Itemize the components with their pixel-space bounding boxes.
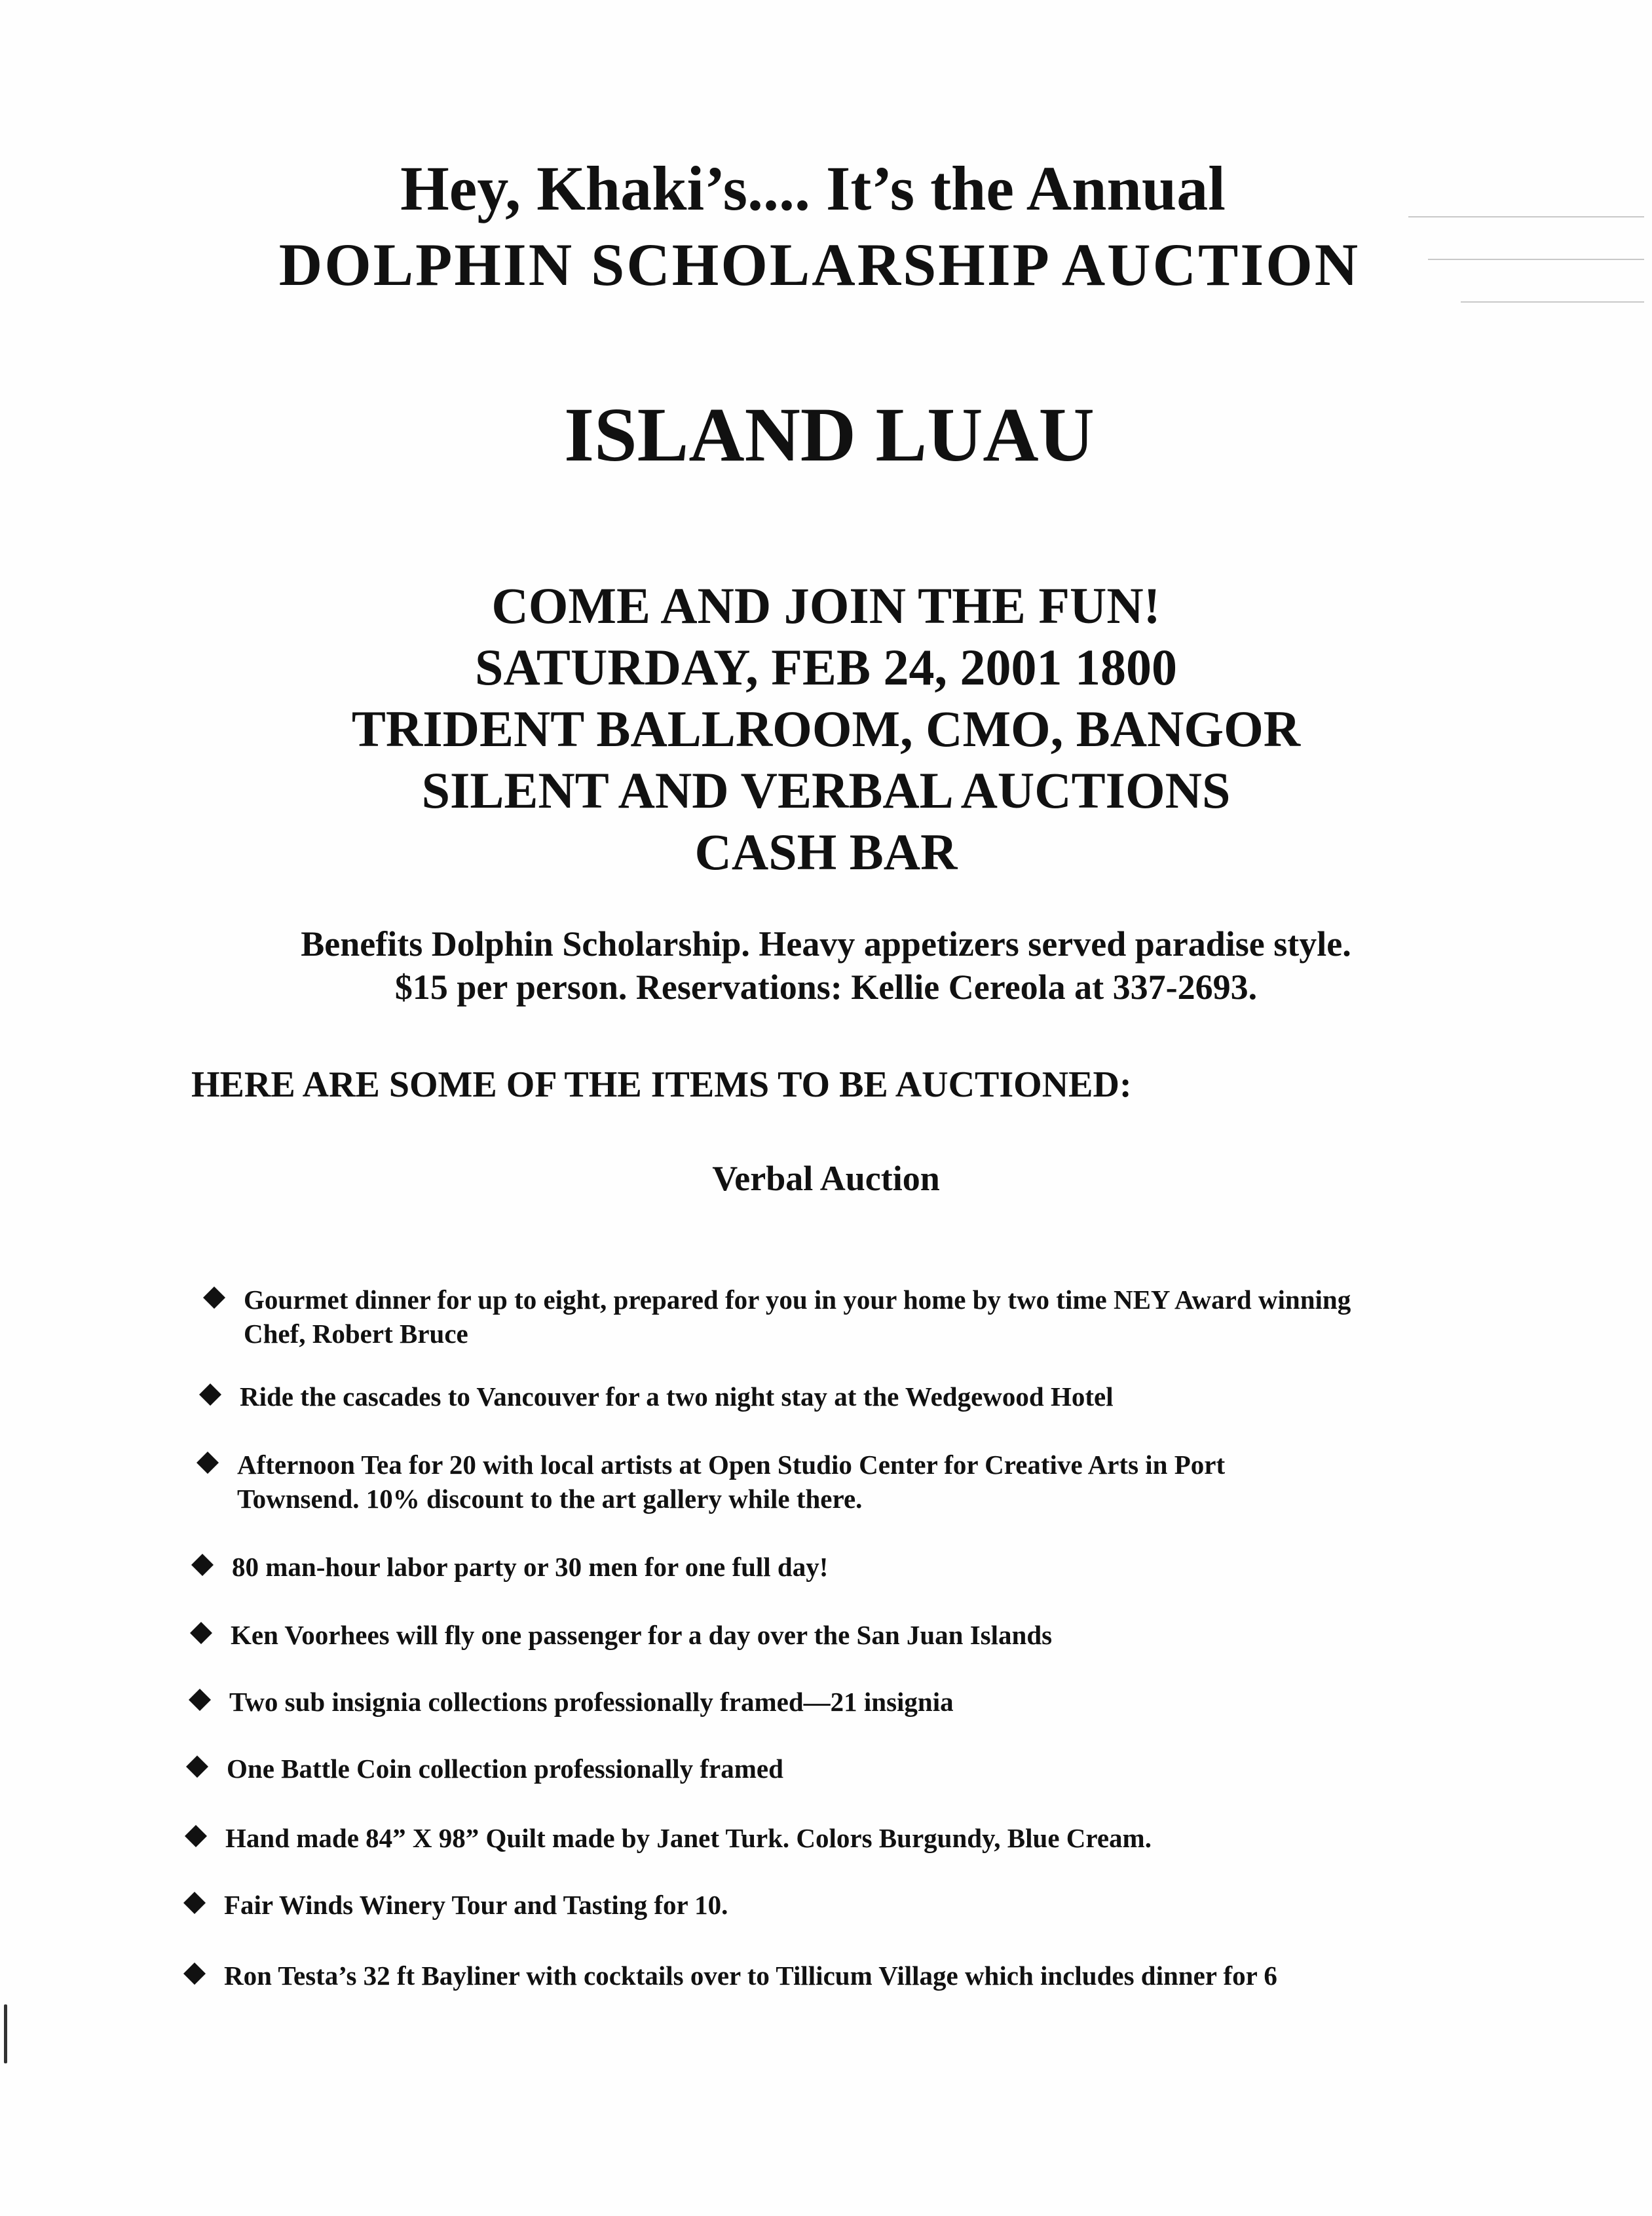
scan-mark <box>4 2004 7 2063</box>
diamond-bullet-icon <box>183 1962 206 1985</box>
item-text: One Battle Coin collection professionally framed <box>227 1754 783 1784</box>
diamond-bullet-icon <box>197 1452 219 1474</box>
detail-line: COME AND JOIN THE FUN! <box>491 577 1161 634</box>
list-item <box>229 1685 1539 1719</box>
benefits-line: $15 per person. Reservations: Kellie Cereola at 337-2693. <box>394 967 1258 1007</box>
auction-subheading: Verbal Auction <box>712 1159 940 1198</box>
event-details <box>0 575 1652 883</box>
event-name: ISLAND LUAU <box>564 392 1095 478</box>
list-item <box>224 1888 1534 1922</box>
list-item <box>231 1618 1541 1652</box>
diamond-bullet-icon <box>191 1554 214 1576</box>
diamond-bullet-icon <box>199 1383 221 1406</box>
diamond-bullet-icon <box>203 1286 225 1309</box>
item-text: Gourmet dinner for up to eight, prepared for you in your home by two time NEY Award winning Chef, Robert Bruce <box>244 1285 1351 1349</box>
item-text: Ride the cascades to Vancouver for a two night stay at the Wedgewood Hotel <box>240 1381 1114 1412</box>
scan-streak <box>1461 301 1644 303</box>
title-line-2: DOLPHIN SCHOLARSHIP AUCTION <box>278 231 1361 298</box>
list-item <box>227 1752 1537 1786</box>
detail-line: CASH BAR <box>694 823 958 880</box>
item-text: Afternoon Tea for 20 with local artists at Open Studio Center for Creative Arts in Port Townsend. 10% discount to the art gallery while there. <box>237 1450 1226 1514</box>
items-heading: HERE ARE SOME OF THE ITEMS TO BE AUCTIONED: <box>191 1064 1132 1105</box>
item-text: Two sub insignia collections professionally framed—21 insignia <box>229 1687 954 1717</box>
diamond-bullet-icon <box>185 1825 207 1847</box>
list-item <box>225 1821 1535 1855</box>
benefits-line: Benefits Dolphin Scholarship. Heavy appetizers served paradise style. <box>301 924 1351 964</box>
diamond-bullet-icon <box>189 1689 211 1711</box>
item-text: 80 man-hour labor party or 30 men for one full day! <box>232 1552 829 1582</box>
list-item <box>244 1283 1370 1351</box>
item-text: Fair Winds Winery Tour and Tasting for 10. <box>224 1890 728 1920</box>
item-text: Hand made 84” X 98” Quilt made by Janet Turk. Colors Burgundy, Blue Cream. <box>225 1823 1152 1853</box>
item-text: Ken Voorhees will fly one passenger for a day over the San Juan Islands <box>231 1620 1053 1650</box>
item-text: Ron Testa’s 32 ft Bayliner with cocktails over to Tillicum Village which includes dinner for 6 <box>224 1961 1277 1991</box>
list-item <box>224 1959 1534 1993</box>
detail-line: SILENT AND VERBAL AUCTIONS <box>421 762 1231 819</box>
list-item <box>232 1550 1542 1584</box>
diamond-bullet-icon <box>190 1622 212 1644</box>
diamond-bullet-icon <box>183 1892 206 1914</box>
diamond-bullet-icon <box>186 1756 208 1778</box>
list-item <box>237 1448 1351 1516</box>
title-line-1: Hey, Khaki’s.... It’s the Annual <box>400 153 1226 223</box>
benefits-paragraph <box>0 922 1652 1009</box>
detail-line: TRIDENT BALLROOM, CMO, BANGOR <box>351 700 1301 757</box>
list-item <box>240 1380 1550 1414</box>
detail-line: SATURDAY, FEB 24, 2001 1800 <box>475 639 1177 696</box>
